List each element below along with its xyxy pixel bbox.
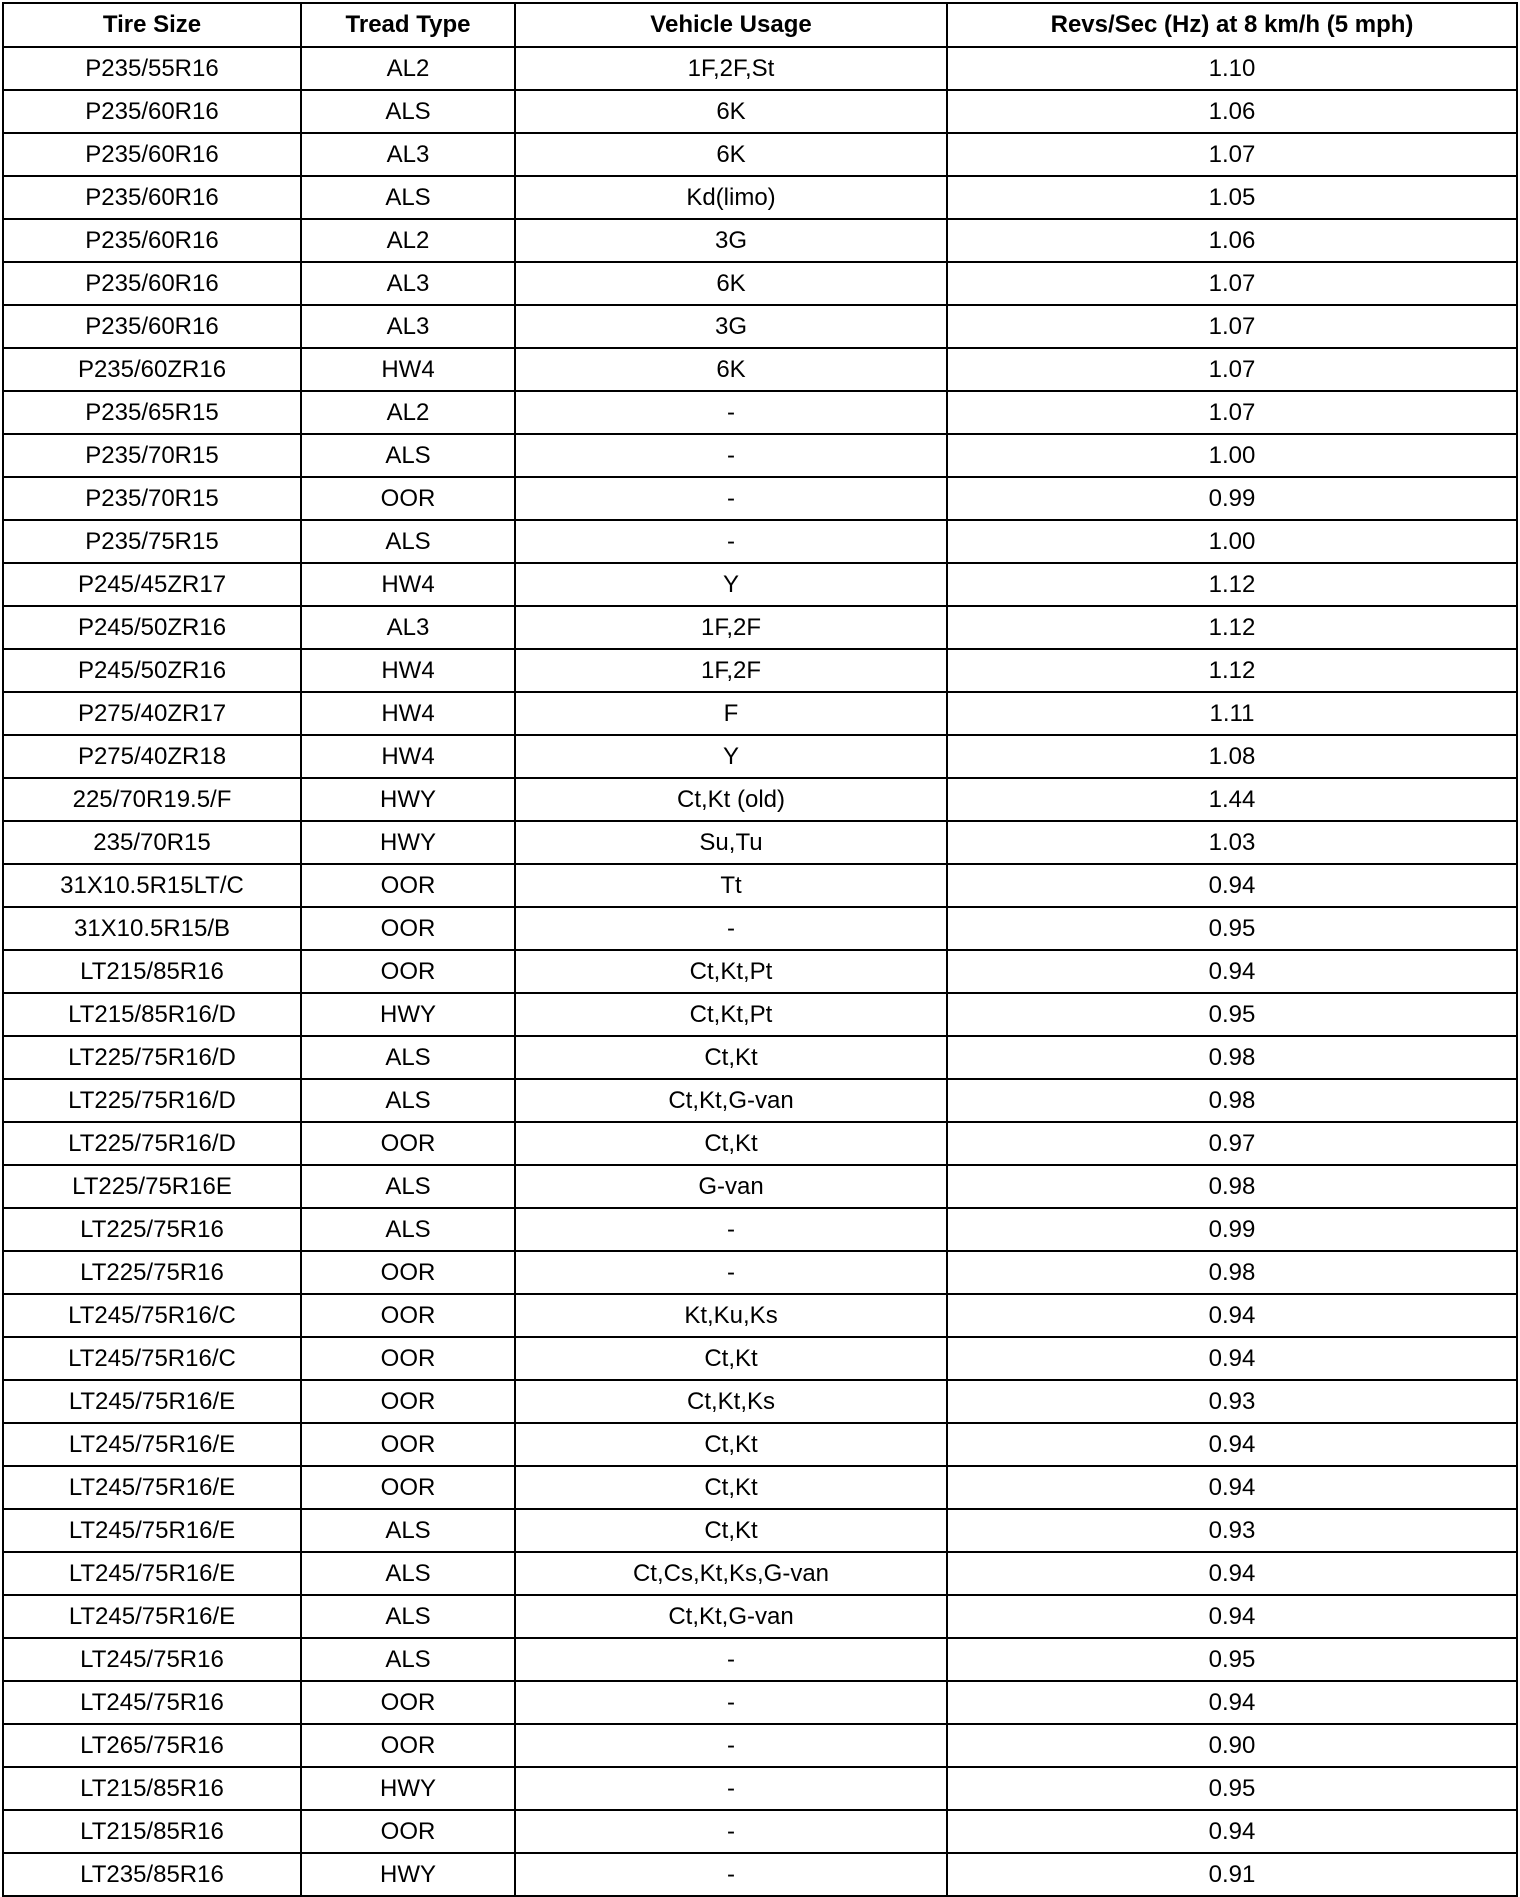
cell-tread-type: ALS [301, 1638, 515, 1681]
cell-vehicle-usage: G-van [515, 1165, 947, 1208]
cell-vehicle-usage: - [515, 477, 947, 520]
header-tread-type: Tread Type [301, 3, 515, 47]
cell-revs-per-sec: 0.99 [947, 1208, 1517, 1251]
cell-vehicle-usage: - [515, 1208, 947, 1251]
table-body [3, 47, 1517, 1896]
cell-revs-per-sec: 0.94 [947, 864, 1517, 907]
cell-tire-size: 225/70R19.5/F [3, 778, 301, 821]
cell-tread-type: HW4 [301, 348, 515, 391]
cell-tread-type: OOR [301, 1294, 515, 1337]
table-row [3, 1423, 1517, 1466]
table-row [3, 219, 1517, 262]
cell-vehicle-usage: Ct,Cs,Kt,Ks,G-van [515, 1552, 947, 1595]
cell-vehicle-usage: - [515, 1767, 947, 1810]
cell-vehicle-usage: Ct,Kt,Pt [515, 993, 947, 1036]
cell-tread-type: AL3 [301, 606, 515, 649]
cell-tread-type: OOR [301, 864, 515, 907]
cell-vehicle-usage: Ct,Kt,G-van [515, 1595, 947, 1638]
cell-revs-per-sec: 0.95 [947, 1638, 1517, 1681]
cell-revs-per-sec: 0.94 [947, 1423, 1517, 1466]
table-row [3, 348, 1517, 391]
table-row [3, 1595, 1517, 1638]
table-row [3, 1767, 1517, 1810]
table-row [3, 907, 1517, 950]
header-revs-per-sec: Revs/Sec (Hz) at 8 km/h (5 mph) [947, 3, 1517, 47]
cell-tread-type: AL2 [301, 391, 515, 434]
cell-vehicle-usage: Su,Tu [515, 821, 947, 864]
table-row [3, 305, 1517, 348]
cell-vehicle-usage: 6K [515, 133, 947, 176]
cell-tread-type: OOR [301, 950, 515, 993]
cell-tire-size: LT245/75R16/E [3, 1466, 301, 1509]
cell-tread-type: ALS [301, 90, 515, 133]
cell-revs-per-sec: 0.94 [947, 1810, 1517, 1853]
cell-tire-size: P235/60R16 [3, 133, 301, 176]
cell-vehicle-usage: - [515, 1810, 947, 1853]
cell-tire-size: P235/60R16 [3, 219, 301, 262]
table-row [3, 1681, 1517, 1724]
cell-tire-size: LT235/85R16 [3, 1853, 301, 1896]
table-row [3, 1509, 1517, 1552]
cell-tread-type: ALS [301, 1036, 515, 1079]
table-row [3, 47, 1517, 90]
cell-revs-per-sec: 1.44 [947, 778, 1517, 821]
cell-tread-type: OOR [301, 1122, 515, 1165]
cell-tread-type: OOR [301, 477, 515, 520]
table-row [3, 1337, 1517, 1380]
cell-tread-type: HWY [301, 778, 515, 821]
cell-revs-per-sec: 0.98 [947, 1079, 1517, 1122]
cell-vehicle-usage: Kd(limo) [515, 176, 947, 219]
table-row [3, 1251, 1517, 1294]
cell-tire-size: LT245/75R16/E [3, 1423, 301, 1466]
cell-revs-per-sec: 1.12 [947, 649, 1517, 692]
cell-revs-per-sec: 0.94 [947, 950, 1517, 993]
cell-tread-type: OOR [301, 1251, 515, 1294]
table-row [3, 1165, 1517, 1208]
table-row [3, 1466, 1517, 1509]
cell-vehicle-usage: - [515, 434, 947, 477]
cell-vehicle-usage: - [515, 1638, 947, 1681]
cell-revs-per-sec: 1.10 [947, 47, 1517, 90]
cell-tire-size: LT225/75R16/D [3, 1036, 301, 1079]
table-row [3, 993, 1517, 1036]
cell-revs-per-sec: 0.98 [947, 1036, 1517, 1079]
table-row [3, 1380, 1517, 1423]
cell-revs-per-sec: 1.05 [947, 176, 1517, 219]
cell-vehicle-usage: 3G [515, 305, 947, 348]
cell-tire-size: P245/50ZR16 [3, 606, 301, 649]
cell-tread-type: OOR [301, 1423, 515, 1466]
cell-tread-type: HWY [301, 821, 515, 864]
table-header-row [3, 3, 1517, 47]
cell-tire-size: LT225/75R16 [3, 1208, 301, 1251]
cell-revs-per-sec: 0.94 [947, 1595, 1517, 1638]
cell-revs-per-sec: 0.97 [947, 1122, 1517, 1165]
cell-vehicle-usage: 3G [515, 219, 947, 262]
cell-tread-type: AL3 [301, 262, 515, 305]
table-row [3, 1079, 1517, 1122]
cell-revs-per-sec: 0.91 [947, 1853, 1517, 1896]
cell-tire-size: P235/60R16 [3, 262, 301, 305]
cell-tire-size: LT245/75R16 [3, 1681, 301, 1724]
cell-vehicle-usage: 6K [515, 262, 947, 305]
header-tire-size: Tire Size [3, 3, 301, 47]
cell-revs-per-sec: 0.99 [947, 477, 1517, 520]
cell-vehicle-usage: Ct,Kt,Ks [515, 1380, 947, 1423]
table-row [3, 262, 1517, 305]
cell-revs-per-sec: 1.06 [947, 90, 1517, 133]
cell-tire-size: LT245/75R16/C [3, 1337, 301, 1380]
cell-revs-per-sec: 1.12 [947, 606, 1517, 649]
cell-revs-per-sec: 1.07 [947, 348, 1517, 391]
table-row [3, 176, 1517, 219]
cell-revs-per-sec: 1.03 [947, 821, 1517, 864]
cell-tire-size: LT245/75R16/E [3, 1380, 301, 1423]
cell-tread-type: ALS [301, 1165, 515, 1208]
table-row [3, 477, 1517, 520]
table-row [3, 1552, 1517, 1595]
cell-tire-size: P245/45ZR17 [3, 563, 301, 606]
table-row [3, 133, 1517, 176]
cell-tread-type: HWY [301, 1853, 515, 1896]
cell-tire-size: LT215/85R16 [3, 1767, 301, 1810]
cell-tire-size: P275/40ZR17 [3, 692, 301, 735]
cell-revs-per-sec: 1.07 [947, 133, 1517, 176]
cell-tread-type: ALS [301, 1079, 515, 1122]
cell-revs-per-sec: 0.98 [947, 1251, 1517, 1294]
cell-vehicle-usage: Ct,Kt,Pt [515, 950, 947, 993]
cell-vehicle-usage: - [515, 1853, 947, 1896]
cell-tread-type: AL2 [301, 219, 515, 262]
cell-tire-size: LT245/75R16/E [3, 1552, 301, 1595]
cell-tread-type: ALS [301, 176, 515, 219]
cell-tread-type: ALS [301, 1509, 515, 1552]
cell-tread-type: AL2 [301, 47, 515, 90]
cell-tire-size: LT245/75R16/E [3, 1509, 301, 1552]
cell-tire-size: 31X10.5R15LT/C [3, 864, 301, 907]
table-row [3, 606, 1517, 649]
header-vehicle-usage: Vehicle Usage [515, 3, 947, 47]
table-row [3, 90, 1517, 133]
cell-tread-type: ALS [301, 1595, 515, 1638]
table-row [3, 1208, 1517, 1251]
table-row [3, 735, 1517, 778]
cell-tread-type: OOR [301, 1681, 515, 1724]
cell-revs-per-sec: 1.06 [947, 219, 1517, 262]
cell-tread-type: HW4 [301, 563, 515, 606]
cell-revs-per-sec: 0.94 [947, 1466, 1517, 1509]
cell-vehicle-usage: Y [515, 563, 947, 606]
cell-vehicle-usage: 1F,2F [515, 606, 947, 649]
cell-vehicle-usage: 6K [515, 348, 947, 391]
cell-tire-size: LT225/75R16 [3, 1251, 301, 1294]
cell-tire-size: LT245/75R16/E [3, 1595, 301, 1638]
table-row [3, 391, 1517, 434]
cell-revs-per-sec: 1.00 [947, 520, 1517, 563]
cell-tire-size: P235/70R15 [3, 477, 301, 520]
cell-revs-per-sec: 0.95 [947, 907, 1517, 950]
cell-tread-type: OOR [301, 1810, 515, 1853]
cell-vehicle-usage: Ct,Kt (old) [515, 778, 947, 821]
cell-tread-type: HWY [301, 993, 515, 1036]
cell-tire-size: P245/50ZR16 [3, 649, 301, 692]
cell-tread-type: AL3 [301, 133, 515, 176]
cell-tire-size: LT265/75R16 [3, 1724, 301, 1767]
cell-revs-per-sec: 1.08 [947, 735, 1517, 778]
cell-tire-size: LT215/85R16/D [3, 993, 301, 1036]
cell-tire-size: P275/40ZR18 [3, 735, 301, 778]
cell-vehicle-usage: Kt,Ku,Ks [515, 1294, 947, 1337]
cell-tread-type: AL3 [301, 305, 515, 348]
cell-tire-size: LT245/75R16/C [3, 1294, 301, 1337]
cell-tire-size: LT215/85R16 [3, 1810, 301, 1853]
table-row [3, 692, 1517, 735]
cell-revs-per-sec: 0.98 [947, 1165, 1517, 1208]
cell-tire-size: P235/55R16 [3, 47, 301, 90]
cell-vehicle-usage: Ct,Kt [515, 1337, 947, 1380]
cell-tread-type: HWY [301, 1767, 515, 1810]
cell-tire-size: LT245/75R16 [3, 1638, 301, 1681]
cell-vehicle-usage: F [515, 692, 947, 735]
table-row [3, 1853, 1517, 1896]
cell-revs-per-sec: 0.94 [947, 1337, 1517, 1380]
cell-tire-size: P235/65R15 [3, 391, 301, 434]
cell-tread-type: ALS [301, 1552, 515, 1595]
cell-revs-per-sec: 1.00 [947, 434, 1517, 477]
cell-revs-per-sec: 0.94 [947, 1294, 1517, 1337]
cell-tire-size: LT225/75R16E [3, 1165, 301, 1208]
table-row [3, 1294, 1517, 1337]
cell-vehicle-usage: - [515, 907, 947, 950]
cell-tire-size: 31X10.5R15/B [3, 907, 301, 950]
cell-revs-per-sec: 0.94 [947, 1552, 1517, 1595]
cell-revs-per-sec: 0.90 [947, 1724, 1517, 1767]
cell-tread-type: HW4 [301, 692, 515, 735]
cell-tread-type: OOR [301, 1724, 515, 1767]
cell-revs-per-sec: 0.93 [947, 1380, 1517, 1423]
cell-tire-size: P235/60R16 [3, 90, 301, 133]
cell-revs-per-sec: 0.95 [947, 993, 1517, 1036]
cell-tread-type: OOR [301, 1466, 515, 1509]
cell-vehicle-usage: Ct,Kt,G-van [515, 1079, 947, 1122]
cell-vehicle-usage: Ct,Kt [515, 1423, 947, 1466]
cell-tire-size: P235/60R16 [3, 305, 301, 348]
cell-vehicle-usage: - [515, 1724, 947, 1767]
cell-vehicle-usage: Ct,Kt [515, 1509, 947, 1552]
table-row [3, 649, 1517, 692]
cell-vehicle-usage: Y [515, 735, 947, 778]
cell-tread-type: HW4 [301, 649, 515, 692]
table-row [3, 1810, 1517, 1853]
cell-revs-per-sec: 0.94 [947, 1681, 1517, 1724]
table-row [3, 778, 1517, 821]
cell-tread-type: ALS [301, 434, 515, 477]
table-row [3, 520, 1517, 563]
cell-vehicle-usage: - [515, 391, 947, 434]
cell-vehicle-usage: Ct,Kt [515, 1036, 947, 1079]
cell-tire-size: LT215/85R16 [3, 950, 301, 993]
cell-vehicle-usage: 1F,2F [515, 649, 947, 692]
tire-revs-table [2, 2, 1518, 1897]
cell-revs-per-sec: 1.07 [947, 391, 1517, 434]
cell-tire-size: P235/60ZR16 [3, 348, 301, 391]
cell-tire-size: LT225/75R16/D [3, 1079, 301, 1122]
cell-revs-per-sec: 1.11 [947, 692, 1517, 735]
cell-tire-size: P235/60R16 [3, 176, 301, 219]
cell-tread-type: OOR [301, 1380, 515, 1423]
table-row [3, 950, 1517, 993]
cell-tread-type: OOR [301, 1337, 515, 1380]
cell-tread-type: HW4 [301, 735, 515, 778]
table-row [3, 864, 1517, 907]
cell-vehicle-usage: Ct,Kt [515, 1466, 947, 1509]
cell-tread-type: ALS [301, 520, 515, 563]
cell-vehicle-usage: - [515, 1681, 947, 1724]
cell-revs-per-sec: 1.07 [947, 305, 1517, 348]
cell-tire-size: P235/75R15 [3, 520, 301, 563]
cell-vehicle-usage: - [515, 1251, 947, 1294]
cell-revs-per-sec: 0.93 [947, 1509, 1517, 1552]
cell-tread-type: ALS [301, 1208, 515, 1251]
table-row [3, 1122, 1517, 1165]
cell-tread-type: OOR [301, 907, 515, 950]
cell-revs-per-sec: 1.12 [947, 563, 1517, 606]
table-row [3, 434, 1517, 477]
cell-tire-size: LT225/75R16/D [3, 1122, 301, 1165]
cell-vehicle-usage: 1F,2F,St [515, 47, 947, 90]
table-row [3, 1638, 1517, 1681]
cell-tire-size: 235/70R15 [3, 821, 301, 864]
cell-tire-size: P235/70R15 [3, 434, 301, 477]
cell-revs-per-sec: 0.95 [947, 1767, 1517, 1810]
cell-vehicle-usage: Tt [515, 864, 947, 907]
cell-vehicle-usage: 6K [515, 90, 947, 133]
cell-revs-per-sec: 1.07 [947, 262, 1517, 305]
table-row [3, 563, 1517, 606]
cell-vehicle-usage: - [515, 520, 947, 563]
table-row [3, 821, 1517, 864]
cell-vehicle-usage: Ct,Kt [515, 1122, 947, 1165]
table-row [3, 1724, 1517, 1767]
table-row [3, 1036, 1517, 1079]
